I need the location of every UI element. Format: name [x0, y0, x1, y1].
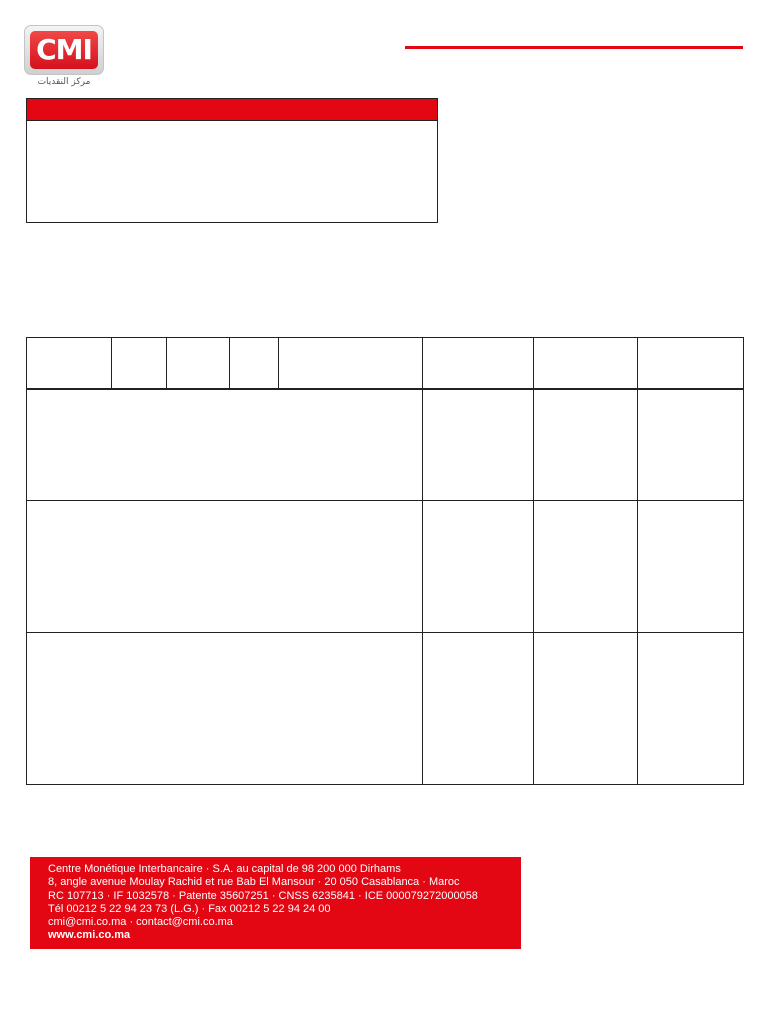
table-header-cell	[534, 338, 638, 389]
table-header-cell	[167, 338, 230, 389]
table-cell	[534, 501, 638, 633]
header-info-box	[26, 98, 438, 223]
footer-phone-line: Tél 00212 5 22 94 23 73 (L.G.) · Fax 00212 5 22 94 24 00	[48, 902, 331, 915]
footer-company-line: Centre Monétique Interbancaire · S.A. au capital de 98 200 000 Dirhams	[48, 863, 401, 875]
cmi-logo	[24, 25, 104, 95]
table-cell-description	[27, 501, 423, 633]
table-header-cell	[279, 338, 423, 389]
table-row	[27, 389, 744, 501]
table-cell	[423, 501, 534, 633]
footer-registration-line: RC 107713 · IF 1032578 · Patente 35607251 · CNSS 6235841 · ICE 000079272000058	[48, 889, 478, 902]
table-cell	[638, 389, 744, 501]
footer-address-line: 8, angle avenue Moulay Rachid et rue Bab El Mansour · 20 050 Casablanca · Maroc	[48, 876, 460, 889]
table-header-cell	[27, 338, 112, 389]
table-header-cell	[230, 338, 279, 389]
table-header-cell	[638, 338, 744, 389]
table-header-cell	[112, 338, 167, 389]
table-cell	[423, 633, 534, 785]
table-cell	[423, 389, 534, 501]
table-cell-description	[27, 389, 423, 501]
cmi-logo-arabic-text: مركز النقديات	[37, 77, 91, 87]
footer-website-link[interactable]: www.cmi.co.ma	[48, 929, 131, 942]
table-header-cell	[423, 338, 534, 389]
table-cell	[638, 501, 744, 633]
header-red-rule	[405, 46, 743, 49]
table-cell	[534, 389, 638, 501]
table-row	[27, 633, 744, 785]
table-cell	[638, 633, 744, 785]
table-header-row	[27, 338, 744, 389]
header-info-box-red-bar	[27, 99, 437, 121]
cmi-logo-text: CMI	[30, 31, 98, 69]
table-cell	[534, 633, 638, 785]
cmi-logo-badge	[24, 25, 104, 75]
table-cell-description	[27, 633, 423, 785]
table-row	[27, 501, 744, 633]
form-table	[26, 337, 744, 785]
footer-contact-block	[30, 857, 521, 949]
footer-email-line[interactable]: cmi@cmi.co.ma · contact@cmi.co.ma	[48, 916, 233, 929]
